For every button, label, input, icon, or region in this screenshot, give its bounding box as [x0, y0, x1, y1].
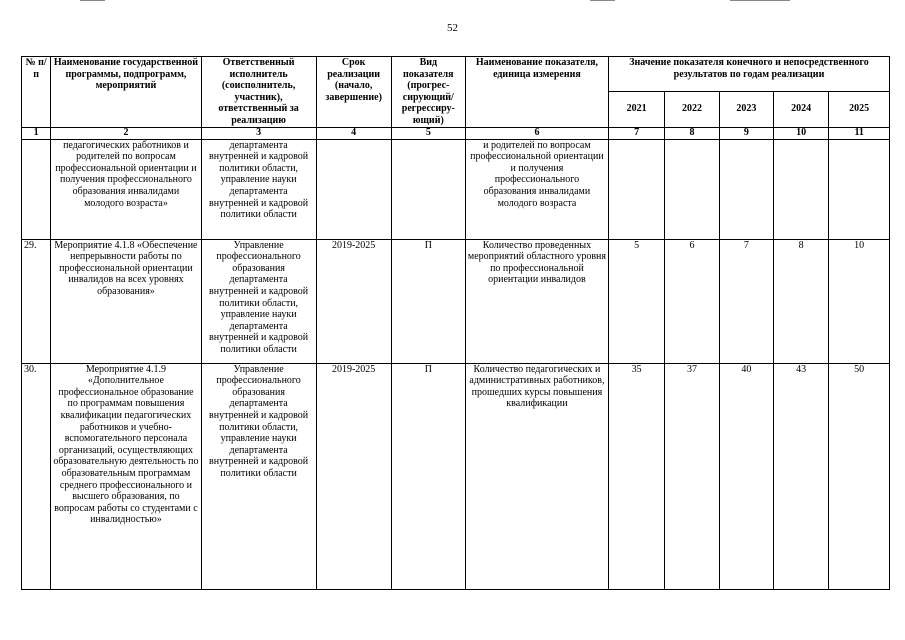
header-name: Наименование государственной программы, подпрограмм, мероприятий [51, 57, 201, 128]
value-cell [719, 139, 773, 239]
executor: Управление профессионального образования департамента внутренней и кадровой политики области, управление науки департамента внутренней и кадровой политики области [201, 239, 316, 363]
value-cell [774, 139, 829, 239]
indicator-type: П [391, 239, 465, 363]
value-cell: 40 [719, 363, 773, 589]
value-cell: 35 [608, 363, 664, 589]
value-cell: 8 [774, 239, 829, 363]
value-cell: 5 [608, 239, 664, 363]
indicator-type: П [391, 363, 465, 589]
table-row [22, 363, 890, 589]
column-number: 11 [829, 127, 890, 139]
activity-name: педагогических работников и родителей по вопросам профессиональной ориентации и получения профессионального образования инвалидами молодого возраста» [51, 139, 201, 239]
value-cell [829, 139, 890, 239]
table-row [22, 239, 890, 363]
value-cell: 6 [665, 239, 719, 363]
indicator-name: Количество педагогических и административных работников, прошедших курсы повышения квалификации [465, 363, 608, 589]
executor: Управление профессионального образования департамента внутренней и кадровой политики области, управление науки департамента внутренней и кадровой политики области [201, 363, 316, 589]
indicator-table [21, 56, 890, 590]
term: 2019-2025 [316, 239, 391, 363]
header-indicator: Наименование показателя, единица измерения [465, 57, 608, 128]
row-number: 30. [22, 363, 51, 589]
value-cell [665, 139, 719, 239]
header-executor: Ответственный исполнитель (соисполнитель, участник), ответственный за реализацию [201, 57, 316, 128]
header-term: Срок реализации (начало, завершение) [316, 57, 391, 128]
executor: департамента внутренней и кадровой политики области, управление науки департамента внутренней и кадровой политики области [201, 139, 316, 239]
column-number: 7 [608, 127, 664, 139]
column-number: 1 [22, 127, 51, 139]
column-number: 10 [774, 127, 829, 139]
header-row [22, 57, 890, 92]
column-number-row [22, 127, 890, 139]
value-cell: 10 [829, 239, 890, 363]
year-header: 2023 [719, 92, 773, 128]
value-cell [608, 139, 664, 239]
row-number [22, 139, 51, 239]
year-header: 2021 [608, 92, 664, 128]
year-header: 2024 [774, 92, 829, 128]
year-header: 2025 [829, 92, 890, 128]
row-number: 29. [22, 239, 51, 363]
header-num: № п/п [22, 57, 51, 128]
indicator-name: и родителей по вопросам профессиональной ориентации и получения профессионального образования инвалидами молодого возраста [465, 139, 608, 239]
scan-mark [730, 0, 790, 1]
activity-name: Мероприятие 4.1.9 «Дополнительное профессиональное образование по программам повышения квалификации педагогических работников и учебно-вспомогательного персонала организаций, осуществляющих образовательную деятельность по образовательным программам среднего профессионального и высшего образования, по вопросам работы со студентами с инвалидностью» [51, 363, 201, 589]
indicator-type [391, 139, 465, 239]
scan-mark [590, 0, 615, 1]
indicator-name: Количество проведенных мероприятий областного уровня по профессиональной ориентации инвалидов [465, 239, 608, 363]
value-cell: 37 [665, 363, 719, 589]
column-number: 3 [201, 127, 316, 139]
year-header: 2022 [665, 92, 719, 128]
table-row [22, 139, 890, 239]
column-number: 9 [719, 127, 773, 139]
term: 2019-2025 [316, 363, 391, 589]
column-number: 2 [51, 127, 201, 139]
page-number: 52 [447, 22, 458, 34]
header-type: Вид показателя (прогрес-сирующий/ регрессиру-ющий) [391, 57, 465, 128]
activity-name: Мероприятие 4.1.8 «Обеспечение непрерывности работы по профессиональной ориентации инвалидов на всех уровнях образования» [51, 239, 201, 363]
value-cell: 7 [719, 239, 773, 363]
column-number: 6 [465, 127, 608, 139]
header-values: Значение показателя конечного и непосредственного результатов по годам реализации [608, 57, 889, 92]
column-number: 8 [665, 127, 719, 139]
scan-mark [80, 0, 105, 1]
value-cell: 50 [829, 363, 890, 589]
term [316, 139, 391, 239]
value-cell: 43 [774, 363, 829, 589]
column-number: 4 [316, 127, 391, 139]
column-number: 5 [391, 127, 465, 139]
